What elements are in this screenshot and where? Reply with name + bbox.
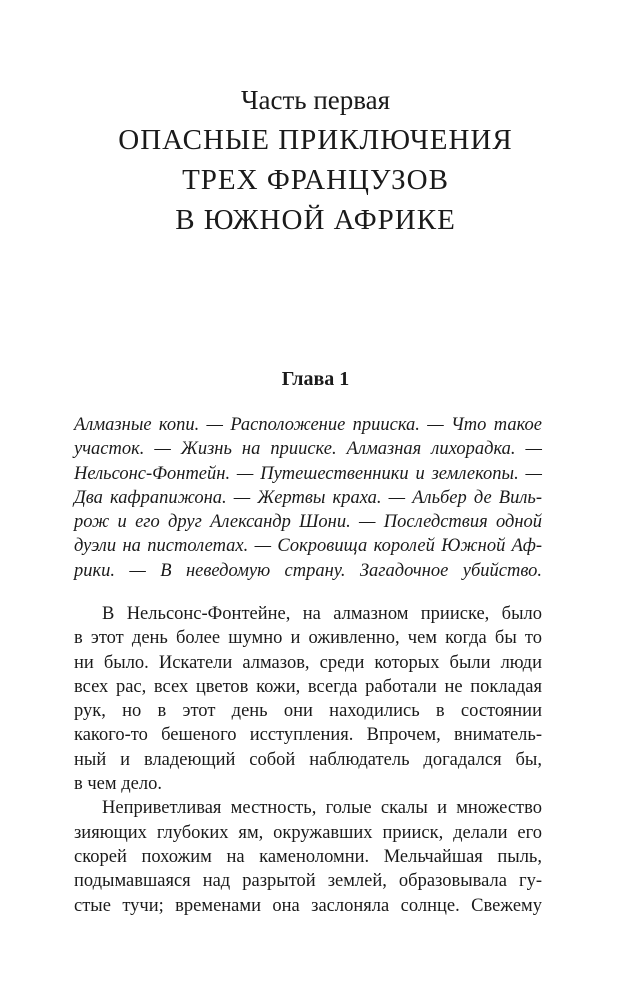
part-title-line: ТРЕХ ФРАНЦУЗОВ	[182, 164, 449, 196]
paragraph	[74, 796, 542, 917]
paragraph-line: в чем дело.	[74, 774, 162, 795]
paragraph-line: в этот день более шумно и оживленно, чем когда бы то	[74, 628, 542, 649]
summary-line: Алмазные копи. — Расположение прииска. — Что такое	[74, 415, 542, 435]
chapter-summary	[74, 413, 542, 583]
part-title-line: ОПАСНЫЕ ПРИКЛЮЧЕНИЯ	[118, 124, 513, 156]
summary-line: участок. — Жизнь на прииске. Алмазная лихорадка. —	[74, 439, 542, 460]
part-title-line: В ЮЖНОЙ АФРИКЕ	[175, 204, 456, 236]
part-title	[0, 120, 631, 240]
chapter-body	[74, 602, 542, 918]
paragraph-line: зияющих глубоких ям, окружавших прииск, делали его	[74, 822, 542, 843]
summary-line: Два кафрапижона. — Жертвы краха. — Альбер де Виль-	[74, 487, 542, 508]
summary-line: рож и его друг Александр Шони. — Последствия одной	[74, 512, 542, 533]
paragraph-line: всех рас, всех цветов кожи, всегда работали не покладая	[74, 676, 542, 697]
chapter-heading: Глава 1	[281, 368, 350, 390]
paragraph-line: Неприветливая местность, голые скалы и множество	[102, 798, 542, 819]
paragraph-line: стые тучи; временами она заслоняла солнце. Свежему	[74, 895, 542, 916]
paragraph-line: рук, но в этот день они находились в состоянии	[74, 701, 542, 722]
summary-line: Нельсонс-Фонтейн. — Путешественники и землекопы. —	[74, 463, 542, 484]
paragraph-line: В Нельсонс-Фонтейне, на алмазном прииске, было	[102, 604, 542, 624]
paragraph	[74, 602, 542, 796]
summary-line: рики. — В неведомую страну. Загадочное убийство.	[74, 560, 542, 581]
summary-line: дуэли на пистолетах. — Сокровища королей Южной Аф-	[74, 536, 542, 557]
paragraph-line: какого-то бешеного исступления. Впрочем, вниматель-	[74, 725, 542, 746]
part-label: Часть первая	[240, 85, 391, 115]
paragraph-line: скорей похожим на каменоломни. Мельчайшая пыль,	[74, 846, 542, 867]
paragraph-line: ни было. Искатели алмазов, среди которых были люди	[74, 652, 542, 673]
paragraph-line: подымавшаяся над разрытой землей, образовывала гу-	[74, 871, 542, 892]
paragraph-line: ный и владеющий собой наблюдатель догадался бы,	[74, 749, 542, 770]
